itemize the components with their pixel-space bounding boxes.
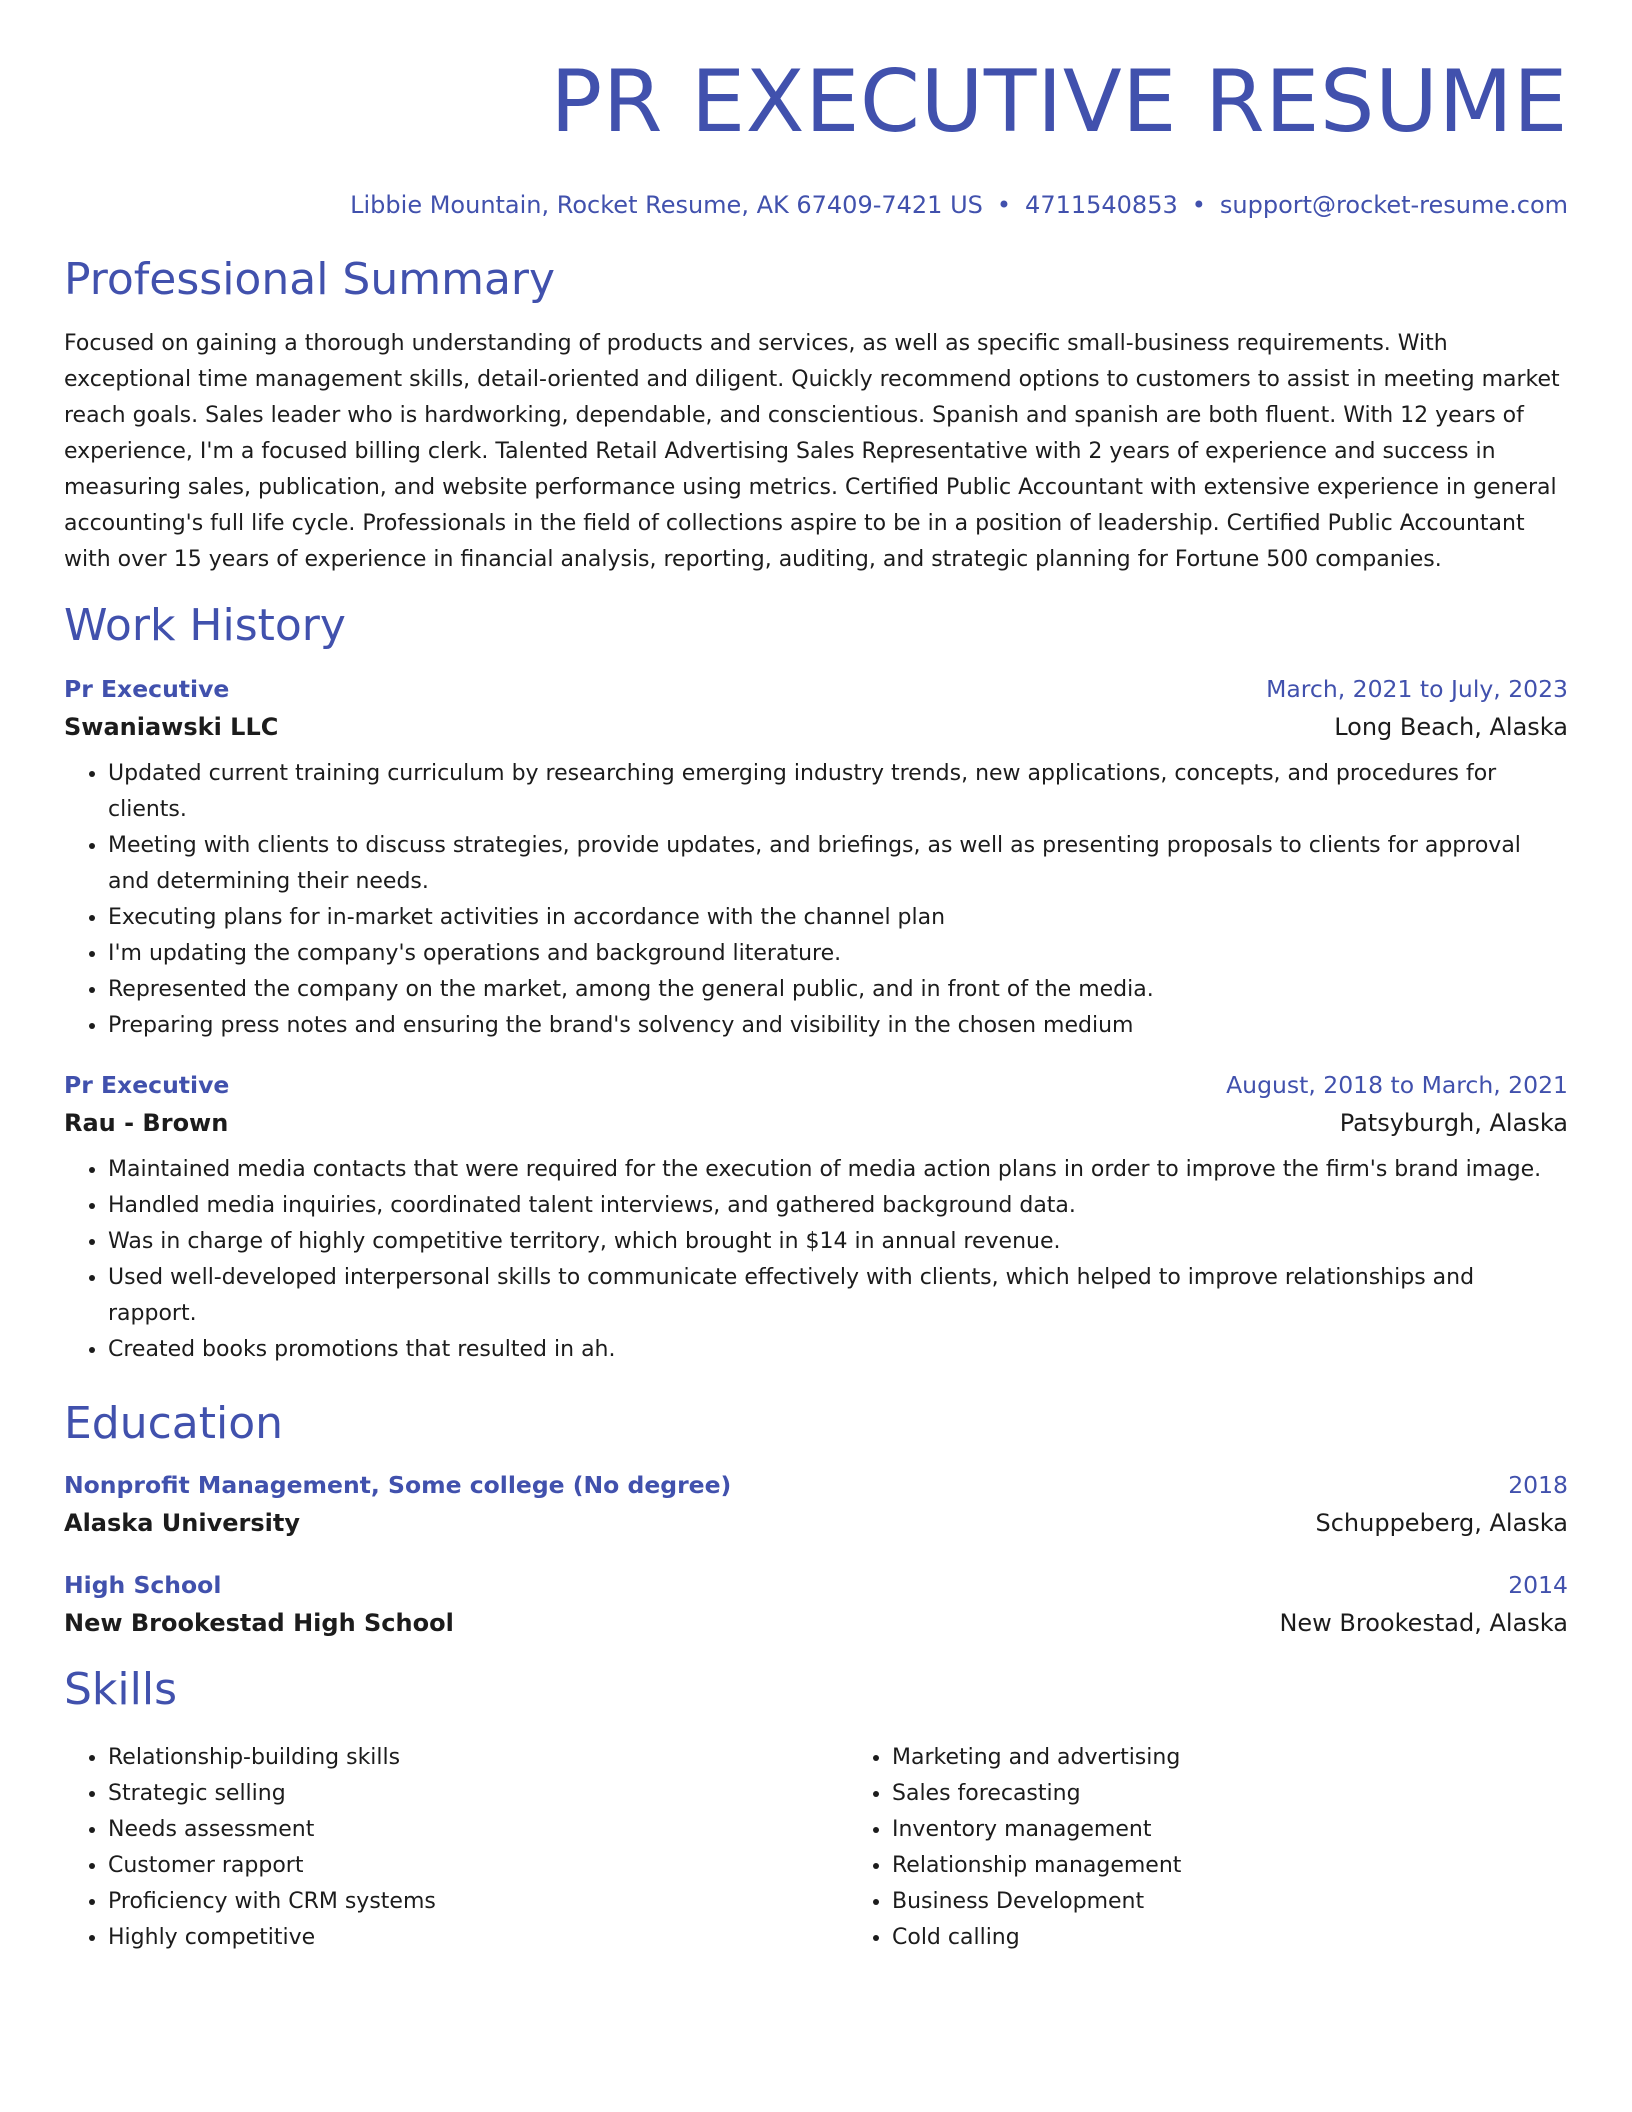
list-item: • Relationship-building skills [108,1740,848,1776]
contact-address: Libbie Mountain, Rocket Resume, AK 67409-7421 US [350,191,983,219]
contact-separator: • [1191,191,1206,219]
skills-section [64,1664,1568,1956]
summary-text: Focused on gaining a thorough understanding of products and services, as well as specific small-business requirements. With exceptional time management skills, detail-oriented and diligent. Quickly recommend options to customers to assist in meeting market reach goals. Sales leader who is hardworking, dependable, and conscientious. Spanish and spanish are both fluent. With 12 years of experience, I'm a focused billing clerk. Talented Retail Advertising Sales Representative with 2 years of experience and success in measuring sales, publication, and website performance using metrics. Certified Public Accountant with extensive experience in general accounting's full life cycle. Professionals in the field of collections aspire to be in a position of leadership. Certified Public Accountant with over 15 years of experience in financial analysis, reporting, auditing, and strategic planning for Fortune 500 companies. [64,331,1560,572]
list-item: • Customer rapport [108,1848,848,1884]
job-subheader [64,1108,1568,1138]
job-bullets [64,1152,1568,1368]
job-entry [64,1070,1568,1368]
resume-header [64,0,1568,220]
education-entry [64,1470,1568,1538]
job-subheader [64,712,1568,742]
job-company: Swaniawski LLC [64,713,279,741]
list-item: • Strategic selling [108,1776,848,1812]
education-degree: High School [64,1571,222,1599]
education-school: Alaska University [64,1509,300,1537]
job-location: Long Beach, Alaska [1334,713,1568,741]
list-item: • Handled media inquiries, coordinated talent interviews, and gathered background data. [108,1188,1568,1224]
job-bullets [64,756,1568,1044]
job-location: Patsyburgh, Alaska [1339,1109,1568,1137]
education-location: Schuppeberg, Alaska [1315,1509,1568,1537]
work-history-heading: Work History [64,600,346,651]
job-dates: August, 2018 to March, 2021 [1226,1071,1568,1099]
skills-list-right [848,1740,1632,1956]
education-year: 2018 [1508,1471,1568,1499]
list-item: • Executing plans for in-market activities in accordance with the channel plan [108,900,1568,936]
list-item: • Was in charge of highly competitive territory, which brought in $14 in annual revenue. [108,1224,1568,1260]
list-item: • Proficiency with CRM systems [108,1884,848,1920]
education-school: New Brookestad High School [64,1609,454,1637]
list-item: • Created books promotions that resulted in ah. [108,1332,1568,1368]
contact-phone: 4711540853 [1025,191,1178,219]
education-location: New Brookestad, Alaska [1279,1609,1568,1637]
education-section [64,1398,1568,1638]
list-item: • Represented the company on the market, among the general public, and in front of the media. [108,972,1568,1008]
job-title: Pr Executive [64,675,230,703]
job-entry [64,674,1568,1044]
education-year: 2014 [1508,1571,1568,1599]
education-entry [64,1570,1568,1638]
list-item: • Highly competitive [108,1920,848,1956]
summary-heading: Professional Summary [64,254,556,305]
skills-heading: Skills [64,1664,178,1715]
work-history-section [64,600,1568,1368]
job-header [64,674,1568,704]
list-item: • Relationship management [892,1848,1632,1884]
contact-line [64,190,1568,220]
list-item: • Needs assessment [108,1812,848,1848]
list-item: • Sales forecasting [892,1776,1632,1812]
education-header [64,1470,1568,1500]
list-item: • Maintained media contacts that were required for the execution of media action plans in order to improve the firm's brand image. [108,1152,1568,1188]
job-dates: March, 2021 to July, 2023 [1266,675,1568,703]
education-subheader [64,1508,1568,1538]
contact-email[interactable]: support@rocket-resume.com [1219,191,1568,219]
education-degree: Nonprofit Management, Some college (No degree) [64,1471,732,1499]
list-item: • Meeting with clients to discuss strategies, provide updates, and briefings, as well as presenting proposals to clients for approval and determining their needs. [108,828,1568,900]
list-item: • Preparing press notes and ensuring the brand's solvency and visibility in the chosen medium [108,1008,1568,1044]
job-header [64,1070,1568,1100]
summary-section [64,254,1568,578]
job-title: Pr Executive [64,1071,230,1099]
list-item: • Cold calling [892,1920,1632,1956]
list-item: • Used well-developed interpersonal skills to communicate effectively with clients, which helped to improve relationships and rapport. [108,1260,1568,1332]
list-item: • Business Development [892,1884,1632,1920]
list-item: • I'm updating the company's operations and background literature. [108,936,1568,972]
skills-list-left [64,1740,848,1956]
education-header [64,1570,1568,1600]
education-subheader [64,1608,1568,1638]
list-item: • Marketing and advertising [892,1740,1632,1776]
list-item: • Updated current training curriculum by researching emerging industry trends, new applications, concepts, and procedures for clients. [108,756,1568,828]
job-company: Rau - Brown [64,1109,229,1137]
contact-separator: • [996,191,1012,219]
education-heading: Education [64,1398,284,1449]
skills-grid [64,1740,1568,1956]
resume-title: PR EXECUTIVE RESUME [550,52,1568,152]
list-item: • Inventory management [892,1812,1632,1848]
